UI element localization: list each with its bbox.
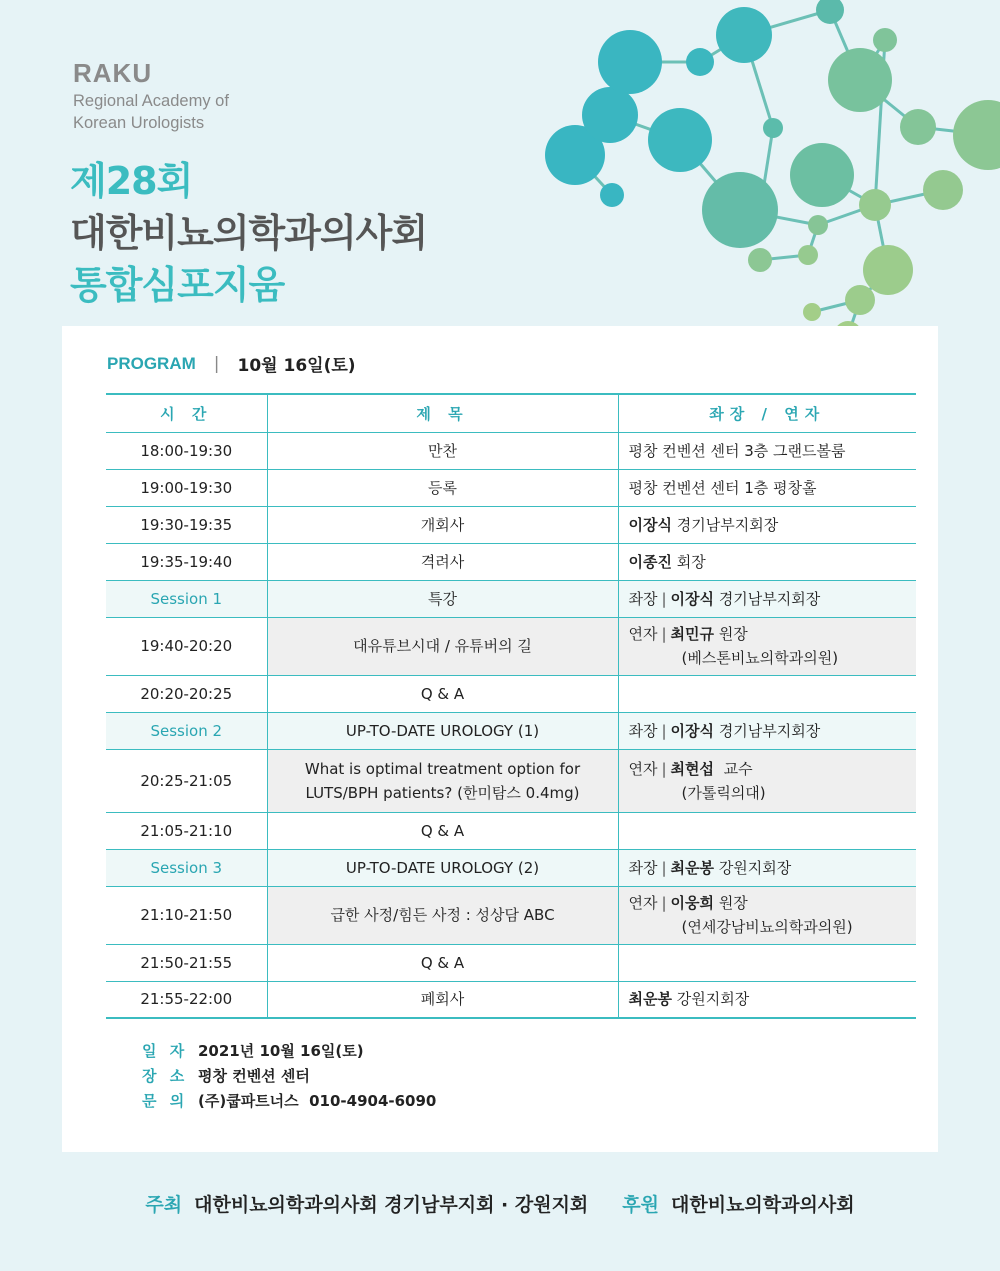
- cell-time: 20:20-20:25: [106, 675, 267, 712]
- session-row: [106, 849, 916, 886]
- cell-time: 19:00-19:30: [106, 469, 267, 506]
- speaker-name: 최민규: [670, 625, 715, 643]
- table-row: [106, 675, 916, 712]
- chair-name: 이장식: [670, 589, 715, 608]
- title-event: 통합심포지움: [70, 263, 285, 307]
- cell-time: 20:25-21:05: [106, 749, 267, 812]
- cell-session: Session 2: [106, 712, 267, 749]
- table-header-row: [106, 394, 916, 432]
- role-label: 좌장: [628, 589, 658, 608]
- program-label: PROGRAM: [107, 353, 196, 373]
- date-value: 2021년 10월 16일(토): [198, 1042, 364, 1060]
- schedule-table: [106, 393, 916, 1019]
- detail-date: [142, 1039, 436, 1064]
- table-row: [106, 543, 916, 580]
- cell-title: 급한 사정/힘든 사정 : 성상담 ABC: [267, 886, 618, 944]
- cell-time: 19:30-19:35: [106, 506, 267, 543]
- raku-logo: [73, 58, 229, 133]
- role-label: 좌장: [628, 858, 658, 877]
- chair-position: 경기남부지회장: [718, 589, 821, 608]
- event-title: [70, 155, 427, 311]
- speaker-affiliation: (베스톤비뇨의학과의원): [681, 649, 839, 667]
- speaker-name: 이웅희: [670, 894, 715, 912]
- cell-title: 특강: [267, 580, 618, 617]
- contact-label: 문 의: [142, 1092, 189, 1110]
- speaker-affiliation: (가톨릭의대): [681, 783, 766, 802]
- cell-speaker: [618, 543, 916, 580]
- event-details: [142, 1039, 436, 1114]
- cell-title: [267, 749, 618, 812]
- place-label: 장 소: [142, 1067, 189, 1085]
- cell-time: 21:05-21:10: [106, 812, 267, 849]
- role-label: 연자: [628, 894, 658, 912]
- speaker-name: 최운봉: [628, 990, 672, 1009]
- cell-title: 개회사: [267, 506, 618, 543]
- cell-title: Q & A: [267, 812, 618, 849]
- cell-speaker: 연자 | 이웅희 원장 (연세강남비뇨의학과의원): [618, 886, 916, 944]
- speaker-position: 교수: [723, 759, 753, 778]
- session-row: [106, 580, 916, 617]
- cell-chair: 좌장 | 이장식 경기남부지회장: [618, 580, 916, 617]
- footer-organizers: [0, 1190, 1000, 1217]
- cell-info: [618, 944, 916, 981]
- speaker-position: 경기남부지회장: [676, 515, 779, 534]
- detail-place: [142, 1064, 436, 1089]
- host-label: 주최: [145, 1194, 183, 1216]
- cell-title: 폐회사: [267, 981, 618, 1018]
- cell-session: Session 3: [106, 849, 267, 886]
- program-date: 10월 16일(토): [237, 356, 356, 376]
- cell-speaker: 연자 | 최현섭 교수 (가톨릭의대): [618, 749, 916, 812]
- speaker-position: 회장: [676, 552, 706, 571]
- speaker-name: 이장식: [628, 515, 672, 534]
- cell-info: [618, 675, 916, 712]
- cell-title: 대유튜브시대 / 유튜버의 길: [267, 617, 618, 675]
- table-row: [106, 469, 916, 506]
- header-time: 시 간: [106, 394, 267, 432]
- cell-speaker: [618, 981, 916, 1018]
- cell-time: 21:55-22:00: [106, 981, 267, 1018]
- speaker-position: 원장: [718, 625, 748, 643]
- host-value: 대한비뇨의학과의사회 경기남부지회 · 강원지회: [194, 1194, 589, 1216]
- role-label: 연자: [628, 759, 658, 778]
- cell-info: 평창 컨벤션 센터 3층 그랜드볼룸: [618, 432, 916, 469]
- cell-speaker: [618, 506, 916, 543]
- cell-session: Session 1: [106, 580, 267, 617]
- speaker-affiliation: (연세강남비뇨의학과의원): [681, 918, 853, 936]
- cell-speaker: 연자 | 최민규 원장 (베스톤비뇨의학과의원): [618, 617, 916, 675]
- chair-position: 강원지회장: [718, 858, 792, 877]
- cell-title: UP-TO-DATE UROLOGY (2): [267, 849, 618, 886]
- table-row: [106, 749, 916, 812]
- role-label: 연자: [628, 625, 658, 643]
- cell-time: 19:40-20:20: [106, 617, 267, 675]
- cell-time: 21:10-21:50: [106, 886, 267, 944]
- title-line1: What is optimal treatment option for: [304, 759, 581, 778]
- chair-name: 최운봉: [670, 858, 715, 877]
- table-row: [106, 812, 916, 849]
- speaker-name: 이종진: [628, 552, 672, 571]
- program-separator: |: [213, 353, 220, 374]
- chair-name: 이장식: [670, 721, 715, 740]
- role-label: 좌장: [628, 721, 658, 740]
- logo-abbr: RAKU: [73, 58, 153, 88]
- session-row: [106, 712, 916, 749]
- cell-time: 21:50-21:55: [106, 944, 267, 981]
- cell-chair: 좌장 | 이장식 경기남부지회장: [618, 712, 916, 749]
- table-row: [106, 944, 916, 981]
- program-panel: [62, 326, 938, 1152]
- logo-line1: Regional Academy of: [73, 92, 229, 110]
- logo-line2: Korean Urologists: [73, 114, 205, 132]
- header-speaker: 좌장 / 연자: [618, 394, 916, 432]
- cell-title: 격려사: [267, 543, 618, 580]
- speaker-position: 원장: [718, 894, 748, 912]
- program-heading: [107, 351, 356, 376]
- cell-info: 평창 컨벤션 센터 1층 평창홀: [618, 469, 916, 506]
- contact-value: (주)쿱파트너스 010-4904-6090: [198, 1092, 437, 1110]
- sponsor-label: 후원: [622, 1194, 660, 1216]
- table-row: [106, 432, 916, 469]
- date-label: 일 자: [142, 1042, 189, 1060]
- cell-time: 18:00-19:30: [106, 432, 267, 469]
- speaker-position: 강원지회장: [676, 990, 750, 1009]
- title-edition: 제28회: [70, 159, 193, 203]
- cell-info: [618, 812, 916, 849]
- table-row: [106, 506, 916, 543]
- table-row: [106, 981, 916, 1018]
- detail-contact: [142, 1089, 436, 1114]
- cell-time: 19:35-19:40: [106, 543, 267, 580]
- header-title: 제 목: [267, 394, 618, 432]
- table-row: [106, 886, 916, 944]
- cell-chair: 좌장 | 최운봉 강원지회장: [618, 849, 916, 886]
- place-value: 평창 컨벤션 센터: [198, 1067, 310, 1085]
- title-line2: LUTS/BPH patients? (한미탐스 0.4mg): [305, 783, 580, 802]
- cell-title: 만찬: [267, 432, 618, 469]
- table-row: [106, 617, 916, 675]
- title-organization: 대한비뇨의학과의사회: [70, 211, 428, 255]
- speaker-name: 최현섭: [670, 759, 715, 778]
- cell-title: UP-TO-DATE UROLOGY (1): [267, 712, 618, 749]
- chair-position: 경기남부지회장: [718, 721, 821, 740]
- sponsor-value: 대한비뇨의학과의사회: [671, 1194, 855, 1216]
- cell-title: 등록: [267, 469, 618, 506]
- cell-title: Q & A: [267, 675, 618, 712]
- cell-title: Q & A: [267, 944, 618, 981]
